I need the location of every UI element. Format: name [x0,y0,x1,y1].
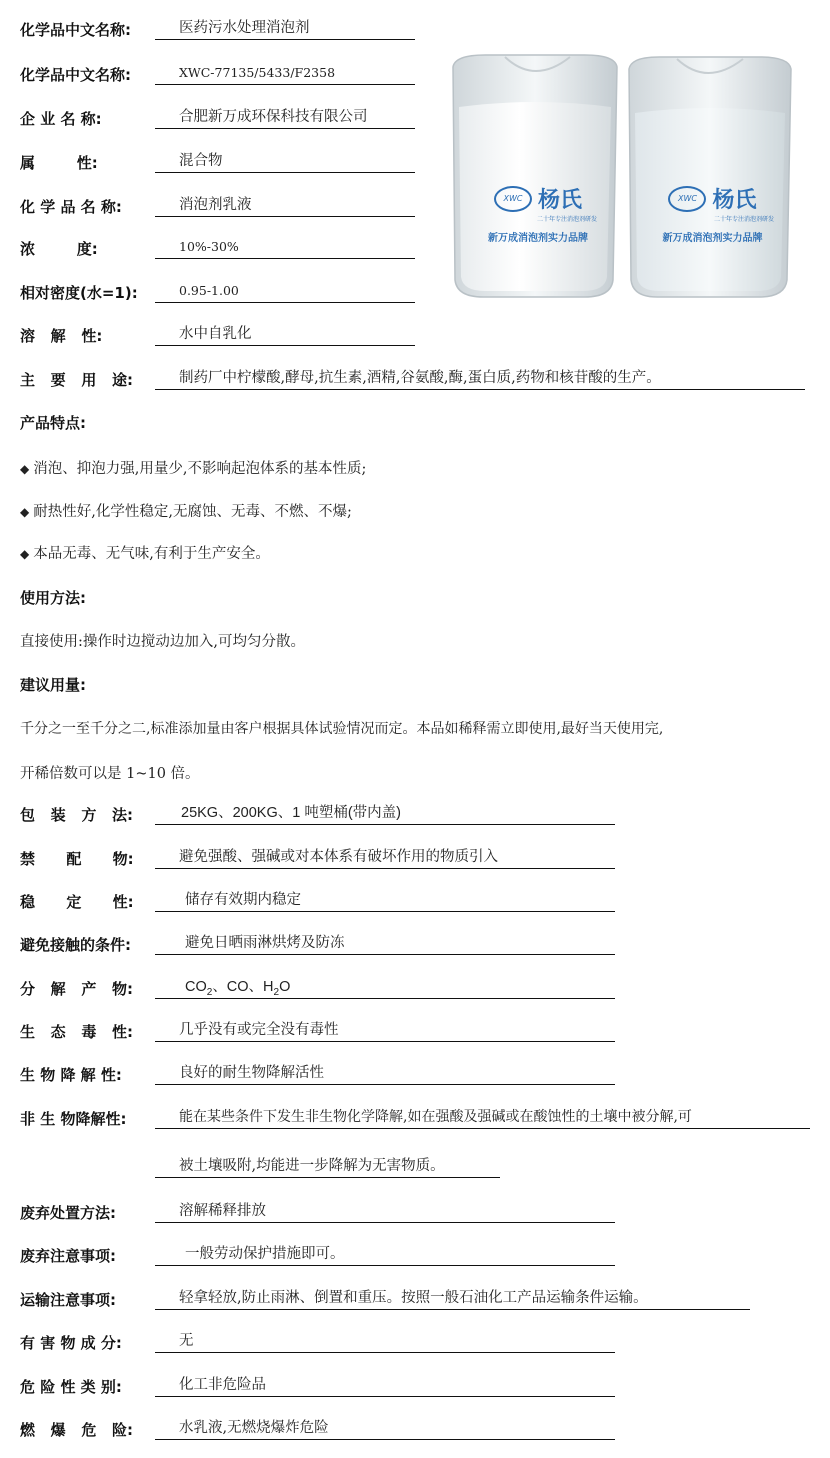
field-value: 避免强酸、强碱或对本体系有破坏作用的物质引入 [155,847,615,869]
field-value: 25KG、200KG、1 吨塑桶(带内盖) [155,803,615,825]
field-transport-notes [20,1284,750,1314]
field-value: 良好的耐生物降解活性 [155,1063,615,1085]
field-explosion-hazard [20,1414,615,1444]
brand-tagline: 新万成消泡剂实力品牌 [662,233,763,244]
product-image [445,45,810,305]
field-value: 水乳液,无燃烧爆炸危险 [155,1418,615,1440]
brand-name: 杨氏 [712,188,757,213]
right-beaker-label [645,183,780,244]
field-biodegradability [20,1059,615,1089]
field-label: 主 要 用 途: [20,370,133,389]
field-value: 医药污水处理消泡剂 [155,18,415,40]
field-value: 被土壤吸附,均能进一步降解为无害物质。 [155,1156,500,1178]
field-eco-toxicity [20,1016,615,1046]
brand-tagline-small: 二十年专注消泡剂研发 [536,216,597,223]
field-label: 禁 配 物: [20,849,134,868]
bullet-icon: ◆ [20,505,30,519]
field-value: 消泡剂乳液 [155,195,415,217]
beakers-illustration [445,45,810,305]
features-title: 产品特点: [20,414,86,432]
field-label: 废弃注意事项: [20,1246,116,1265]
field-density [20,277,415,307]
field-label: 企 业 名 称: [20,109,102,128]
dosage-title: 建议用量: [20,676,86,694]
field-value: 10%-30% [155,237,415,259]
field-abiotic-degradation [20,1103,810,1133]
field-chemical-name [20,191,415,221]
field-abiotic-degradation-cont [155,1152,500,1182]
field-value: 0.95-1.00 [155,281,415,303]
field-hazardous-components [20,1327,615,1357]
field-concentration [20,233,415,263]
bullet-icon: ◆ [20,462,30,476]
field-stability [20,886,615,916]
field-disposal-method [20,1197,615,1227]
brand-tagline: 新万成消泡剂实力品牌 [488,233,588,244]
field-label: 燃 爆 危 险: [20,1420,133,1439]
field-label: 浓 度: [20,239,98,258]
field-label: 包 装 方 法: [20,805,133,824]
field-value: 无 [155,1331,615,1353]
field-label: 非 生 物降解性: [20,1109,127,1128]
field-value: 水中自乳化 [155,324,415,346]
field-value: 化工非危险品 [155,1375,615,1397]
field-main-use [20,364,805,394]
field-label: 稳 定 性: [20,892,134,911]
field-label: 化 学 品 名 称: [20,197,122,216]
usage-title: 使用方法: [20,589,86,607]
usage-text: 直接使用:操作时边搅动边加入,可均匀分散。 [20,634,305,650]
field-property [20,147,415,177]
field-value: 避免日晒雨淋烘烤及防冻 [155,933,615,955]
field-label: 有 害 物 成 分: [20,1333,122,1352]
brand-logo-icon: XWC [668,186,706,212]
field-value: XWC-77135/5433/F2358 [155,63,415,85]
field-label: 避免接触的条件: [20,935,131,954]
field-label: 生 物 降 解 性: [20,1065,122,1084]
field-company [20,103,415,133]
field-label: 化学品中文名称: [20,65,131,84]
brand-logo-icon: XWC [494,186,532,212]
field-decomposition [20,973,615,1003]
field-model-number [20,59,415,89]
field-avoid-conditions [20,929,615,959]
field-label: 运输注意事项: [20,1290,116,1309]
dosage-text-line1: 千分之一至千分之二,标准添加量由客户根据具体试验情况而定。本品如稀释需立即使用,最好当天使用完, [20,721,664,737]
feature-item: ◆ 本品无毒、无气味,有利于生产安全。 [20,546,270,562]
field-label: 分 解 产 物: [20,979,133,998]
field-hazard-class [20,1371,615,1401]
field-label: 废弃处置方法: [20,1203,116,1222]
field-value: 合肥新万成环保科技有限公司 [155,107,415,129]
field-disposal-notes [20,1240,615,1270]
dosage-text-line2: 开稀倍数可以是 1~10 倍。 [20,766,200,782]
field-incompatible [20,843,615,873]
field-label: 危 险 性 类 别: [20,1377,122,1396]
field-label: 生 态 毒 性: [20,1022,133,1041]
feature-item: ◆ 消泡、抑泡力强,用量少,不影响起泡体系的基本性质; [20,461,367,477]
field-label: 相对密度(水=1): [20,283,138,302]
field-chinese-name [20,14,415,44]
field-label: 溶 解 性: [20,326,103,345]
field-value: 制药厂中柠檬酸,酵母,抗生素,酒精,谷氨酸,酶,蛋白质,药物和核苷酸的生产。 [155,368,805,390]
field-solubility [20,320,415,350]
field-value: 一般劳动保护措施即可。 [155,1244,615,1266]
field-value: 轻拿轻放,防止雨淋、倒置和重压。按照一般石油化工产品运输条件运输。 [155,1288,750,1310]
field-value: 溶解稀释排放 [155,1201,615,1223]
field-value: 储存有效期内稳定 [155,890,615,912]
field-label: 属 性: [20,153,98,172]
feature-item: ◆ 耐热性好,化学性稳定,无腐蚀、无毒、不燃、不爆; [20,504,352,520]
field-value: 能在某些条件下发生非生物化学降解,如在强酸及强碱或在酸蚀性的土壤中被分解,可 [155,1107,810,1129]
brand-tagline-small: 二十年专注消泡剂研发 [713,216,774,223]
field-packaging [20,799,615,829]
brand-name: 杨氏 [537,188,582,213]
bullet-icon: ◆ [20,547,30,561]
left-beaker-label [473,183,603,244]
field-value: $CO_2$、CO、$H_2O$ [155,977,615,999]
field-value: 混合物 [155,151,415,173]
field-label: 化学品中文名称: [20,20,131,39]
field-value: 几乎没有或完全没有毒性 [155,1020,615,1042]
